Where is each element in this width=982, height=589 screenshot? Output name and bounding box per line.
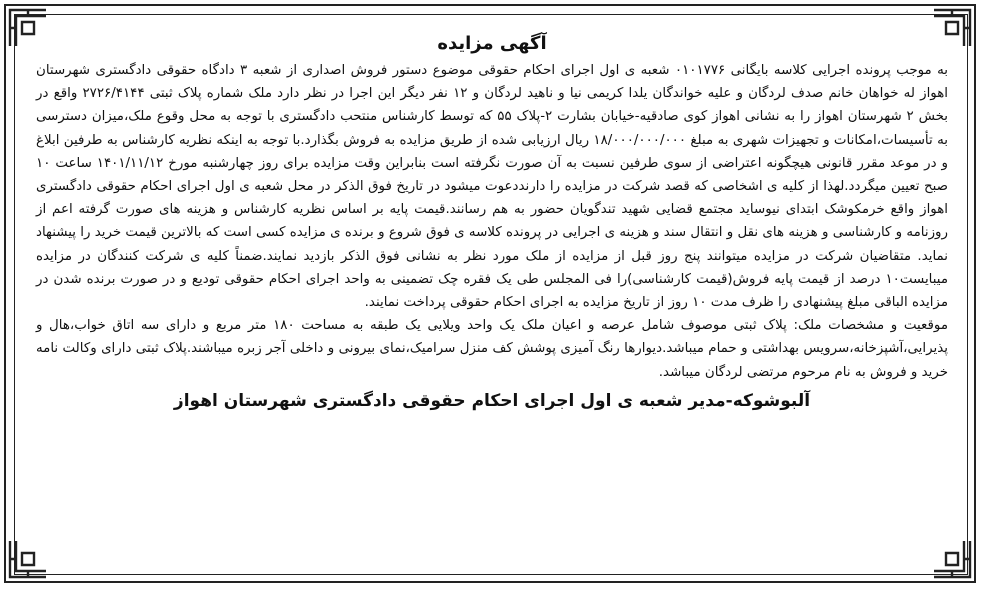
notice-title: آگهی مزایده [437,33,547,54]
property-specs: موقعیت و مشخصات ملک: پلاک ثبتی موصوف شامل عرصه و اعیان ملک یک واحد ویلایی یک طبقه به مساحت ۱۸۰ متر مربع و دارای سه اتاق خواب،هال و پذیرایی،آشپزخانه،سرویس بهداشتی و حمام میباشد.دیوارها رنگ آمیزی پوشش کف منزل سرامیک،نمای بیرونی و داخلی آجر زبره میباشند.پلاک ثبتی دارای وکالت نامه خرید و فروش به نام مرحوم مرتضی لردگان میباشد. [36,318,948,380]
corner-ornament-icon [930,537,974,581]
corner-ornament-icon [6,537,50,581]
notice-content [36,32,948,414]
notice-body: به موجب پرونده اجرایی کلاسه بایگانی ۰۱۰۱۷۷۶ شعبه ی اول اجرای احکام حقوقی موضوع دستور فروش اصداری از شعبه ۳ دادگاه حقوقی دادگستری شهرستان اهواز له خواهان خانم صدف لردگان و علیه خواندگان یلدا کریمی نیا و ناهید لردگان و ۱۲ نفر دیگر این اجرا در نظر دارد ملک شماره پلاک ثبتی ۲۷۲۶/۴۱۴۴ واقع در بخش ۲ شهرستان اهواز را به نشانی اهواز کوی صادقیه-خیابان بشارت ۲-پلاک ۵۵ که توسط کارشناس منتحب دادگستری با توجه به محل وقوع ملک،میزان دسترسی به تأسیسات،امکانات و تجهیزات شهری به مبلغ ۱۸/۰۰۰/۰۰۰/۰۰۰ ریال ارزیابی شده از طریق مزایده به فروش بگذارد.با توجه به اینکه نظریه کارشناس به طرفین ابلاغ و در موعد مقرر قانونی هیچگونه اعتراضی از سوی طرفین نسبت به آن صورت نگرفته است بنابراین وقت مزایده برای روز چهارشنبه مورخ ۱۴۰۱/۱۱/۱۲ ساعت ۱۰ صبح تعیین میگردد.لهذا از کلیه ی اشخاصی که قصد شرکت در مزایده را دارنددعوت میشود در تاریخ فوق الذکر در محل شعبه ی اول اجرای احکام حقوقی دادگستری اهواز واقع خرمکوشک ابتدای نیوساید مجتمع قضایی شهید تندگویان حضور به هم رسانند.قیمت پایه بر اساس نظریه کارشناس و هزینه های صورت گرفته اعم از روزنامه و کارشناسی و هزینه های نقل و انتقال سند و هزینه ی اجرایی در پرونده کلاسه ی فوق شروع و برنده ی مزایده کسی است که بالاترین قیمت خرید را پیشنهاد نماید. متقاضیان شرکت در مزایده میتوانند پنج روز قبل از مزایده از ملک مورد نظر به نشانی فوق الذکر بازدید نمایند.ضمناً کلیه ی شرکت کنندگان در مزایده میبایست۱۰ درصد از قیمت پایه فروش(قیمت کارشناسی)را فی المجلس طی یک فقره چک تضمینی به واحد اجرای احکام حقوقی تودیع و در صورت برنده شدن در مزایده الباقی مبلغ پیشنهادی را ظرف مدت ۱۰ روز از تاریخ مزایده به اجرای احکام حقوقی پرداخت نمایند. [36,63,949,311]
signature-line: آلبوشوکه-مدیر شعبه ی اول اجرای احکام حقوقی دادگستری شهرستان اهواز [173,390,811,411]
